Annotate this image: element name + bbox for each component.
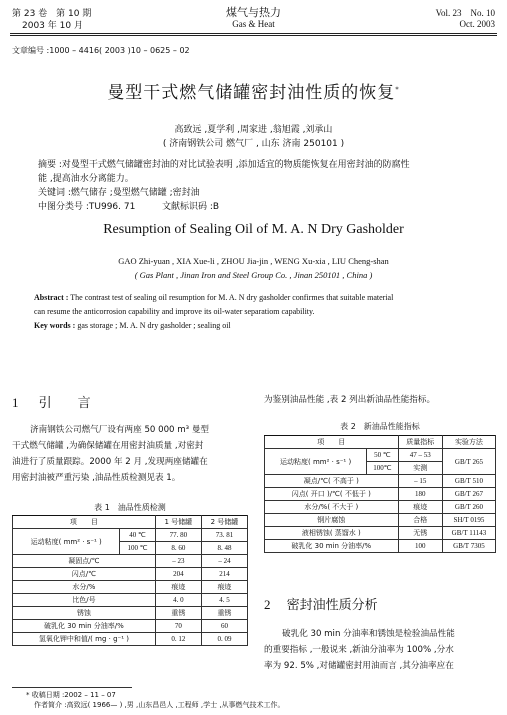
table-1-item: 水分/% [13, 581, 156, 594]
table-1-cell: – 24 [201, 555, 247, 568]
table-1-cell: 重锈 [155, 607, 201, 620]
table-2-cell: – 15 [398, 475, 442, 488]
table-1-cell: 4. 0 [155, 594, 201, 607]
para-line: 破乳化 30 min 分油率和锈蚀是检验油品性能 [282, 629, 455, 639]
table-2-method: SH/T 0195 [442, 514, 495, 527]
table-2-header-spec: 质量指标 [398, 436, 442, 449]
table-1-item: 氢氧化钾中和值/( mg · g⁻¹ ) [13, 633, 156, 646]
table-2-cell: 100 [398, 540, 442, 553]
paper-title-cn [0, 78, 507, 103]
table-row [265, 514, 496, 527]
table-1-item: 破乳化 30 min 分油率/% [13, 620, 156, 633]
table-2-item: 钢片腐蚀 [265, 514, 399, 527]
table-row [13, 594, 248, 607]
table-2-method: GB/T 265 [442, 449, 495, 475]
table-1-temp: 40 ℃ [120, 529, 155, 542]
table-1-header-tank1: 1 号储罐 [155, 516, 201, 529]
table-2-method: GB/T 11143 [442, 527, 495, 540]
volume-issue-cn: 第 23 卷 第 10 期 [12, 9, 92, 19]
footnote-author-bio: 作者简介 :高致远( 1966— ) ,男 ,山东昌邑人 ,工程师 ,学士 ,从事燃气技术工作。 [34, 701, 285, 709]
abstract-cn-line2: 能 ,提高油水分离能力。 [38, 174, 134, 184]
table-2-header-method: 实验方法 [442, 436, 495, 449]
table-1-cell: 痕迹 [155, 581, 201, 594]
table-1-temp: 100 ℃ [120, 542, 155, 555]
table-row [265, 527, 496, 540]
footnote-rule [12, 687, 132, 688]
table-1-cell: 8. 48 [201, 542, 247, 555]
table-1-cell: – 23 [155, 555, 201, 568]
abstract-en-text1: The contrast test of sealing oil resumption for M. A. N dry gasholder confirmes that suitable material [70, 293, 394, 302]
journal-name-cn: 煤气与热力 [226, 6, 281, 19]
section-1-number: 1 [12, 395, 19, 410]
section-1-title: 引 言 [38, 396, 91, 411]
table-2-item: 水分/%( 不大于 ) [265, 501, 399, 514]
para-line: 济南钢铁公司燃气厂设有两座 50 000 m³ 曼型 [30, 425, 209, 435]
table-1-cell: 214 [201, 568, 247, 581]
abstract-en-line1 [34, 293, 393, 302]
table-2-caption: 表 2 新油品性能指标 [340, 422, 420, 431]
table-2-method: GB/T 510 [442, 475, 495, 488]
para-line: 干式燃气储罐 ,为确保储罐在用密封油质量 ,对密封 [12, 441, 204, 451]
table-1-header-tank2: 2 号储罐 [201, 516, 247, 529]
table-2-method: GB/T 267 [442, 488, 495, 501]
abstract-en-label: Abstract : [34, 293, 69, 302]
table-1-item: 比色/号 [13, 594, 156, 607]
table-2-cell: 实测 [398, 462, 442, 475]
article-number: 文章编号 :1000 – 4416( 2003 )10 – 0625 – 02 [12, 46, 190, 55]
authors-en: GAO Zhi-yuan , XIA Xue-li , ZHOU Jia-jin , WENG Xu-xia , LIU Cheng-shan [118, 256, 389, 266]
journal-name-en: Gas & Heat [232, 19, 275, 29]
clc-number: 中图分类号 :TU996. 71 [38, 202, 136, 212]
section-2-paragraph [264, 626, 498, 674]
header-rule-2 [10, 35, 497, 36]
table-2 [264, 435, 496, 553]
table-2-item: 液相锈蚀( 蒸馏水 ) [265, 527, 399, 540]
keywords-cn: 关键词 :燃气储存 ;曼型燃气储罐 ;密封油 [38, 188, 200, 198]
table-1-cell: 77. 80 [155, 529, 201, 542]
title-footnote-mark: * [395, 85, 400, 94]
table-1-item: 闪点/℃ [13, 568, 156, 581]
table-2-cell: 合格 [398, 514, 442, 527]
keywords-en-label: Key words : [34, 321, 76, 330]
table-1-cell: 204 [155, 568, 201, 581]
table-2-cell: 180 [398, 488, 442, 501]
table-row [13, 620, 248, 633]
abstract-cn-line1: 摘要 :对曼型干式燃气储罐密封油的对比试验表明 ,添加适宜的物质能恢复在用密封油的防腐性 [38, 160, 410, 170]
keywords-en [34, 321, 231, 330]
table-1-cell: 痕迹 [201, 581, 247, 594]
section-1-heading [12, 392, 91, 411]
table-1-item: 凝固点/℃ [13, 555, 156, 568]
table-2-method: GB/T 260 [442, 501, 495, 514]
table-1-cell: 0. 12 [155, 633, 201, 646]
document-code: 文献标识码 :B [162, 202, 220, 212]
table-row [13, 555, 248, 568]
para-line: 油进行了质量跟踪。2000 年 2 月 ,发现两座储罐在 [12, 457, 208, 467]
table-row [265, 501, 496, 514]
section-1-paragraph [12, 422, 248, 486]
date-en: Oct. 2003 [459, 19, 495, 29]
authors-cn: 高致远 ,夏学利 ,周家进 ,翁旭霞 ,刘承山 [174, 125, 333, 135]
table-2-cell: 痕迹 [398, 501, 442, 514]
table-row [13, 581, 248, 594]
table-1-cell: 73. 81 [201, 529, 247, 542]
table-row [265, 540, 496, 553]
para-line: 用密封油被严重污染 ,油品性质检测见表 1。 [12, 473, 181, 483]
para-line: 的重要指标 ,一般说来 ,新油分油率为 100% ,分水 [264, 645, 454, 655]
header-rule [10, 33, 497, 34]
table-2-temp: 50 ℃ [367, 449, 398, 462]
table-1-viscosity-label: 运动粘度( mm² · s⁻¹ ) [13, 529, 120, 555]
table-row [13, 633, 248, 646]
section-2-number: 2 [264, 597, 271, 612]
section-2-title: 密封油性质分析 [286, 598, 378, 613]
para-line: 率为 92. 5% ,对储罐密封用油而言 ,其分油率应在 [264, 661, 454, 671]
paper-title-en: Resumption of Sealing Oil of M. A. N Dry Gasholder [103, 222, 404, 237]
table-row [13, 607, 248, 620]
table-1-cell: 0. 09 [201, 633, 247, 646]
table-1-cell: 4. 5 [201, 594, 247, 607]
table-2-cell: 47 – 53 [398, 449, 442, 462]
table-1-cell: 70 [155, 620, 201, 633]
date-cn: 2003 年 10 月 [22, 21, 83, 31]
title-text: 曼型干式燃气储罐密封油性质的恢复 [107, 83, 396, 103]
footnote-received: * 收稿日期 :2002 – 11 – 07 [26, 691, 116, 699]
table-2-method: GB/T 7305 [442, 540, 495, 553]
table-2-cell: 无锈 [398, 527, 442, 540]
table-2-header-item: 项 目 [265, 436, 399, 449]
table-1-caption: 表 1 油品性质检测 [94, 503, 166, 512]
table-1-cell: 重锈 [201, 607, 247, 620]
table-row [265, 475, 496, 488]
table-2-item: 破乳化 30 min 分油率/% [265, 540, 399, 553]
table-2-item: 凝点/℃( 不高于 ) [265, 475, 399, 488]
table-row [13, 568, 248, 581]
section-2-heading [264, 594, 378, 613]
volume-issue-en: Vol. 23 No. 10 [435, 8, 495, 18]
table-2-viscosity-label: 运动粘度( mm² · s⁻¹ ) [265, 449, 367, 475]
table-1-item: 锈蚀 [13, 607, 156, 620]
table-1-header-item: 项 目 [13, 516, 156, 529]
affiliation-cn: ( 济南钢铁公司 燃气厂 , 山东 济南 250101 ) [162, 139, 345, 149]
keywords-en-text: gas storage ; M. A. N dry gasholder ; sealing oil [77, 321, 231, 330]
table-row [265, 488, 496, 501]
table-2-intro: 为鉴别油品性能 ,表 2 列出新油品性能指标。 [264, 395, 436, 405]
table-2-temp: 100℃ [367, 462, 398, 475]
table-1-cell: 60 [201, 620, 247, 633]
affiliation-en: ( Gas Plant , Jinan Iron and Steel Group Co. , Jinan 250101 , China ) [134, 270, 373, 280]
table-2-item: 闪点( 开口 )/℃( 不低于 ) [265, 488, 399, 501]
abstract-en-line2: can resume the anticorrosion capability and improve its oil-water separatiom capability. [34, 307, 315, 316]
table-1-cell: 8. 60 [155, 542, 201, 555]
table-1 [12, 515, 248, 646]
